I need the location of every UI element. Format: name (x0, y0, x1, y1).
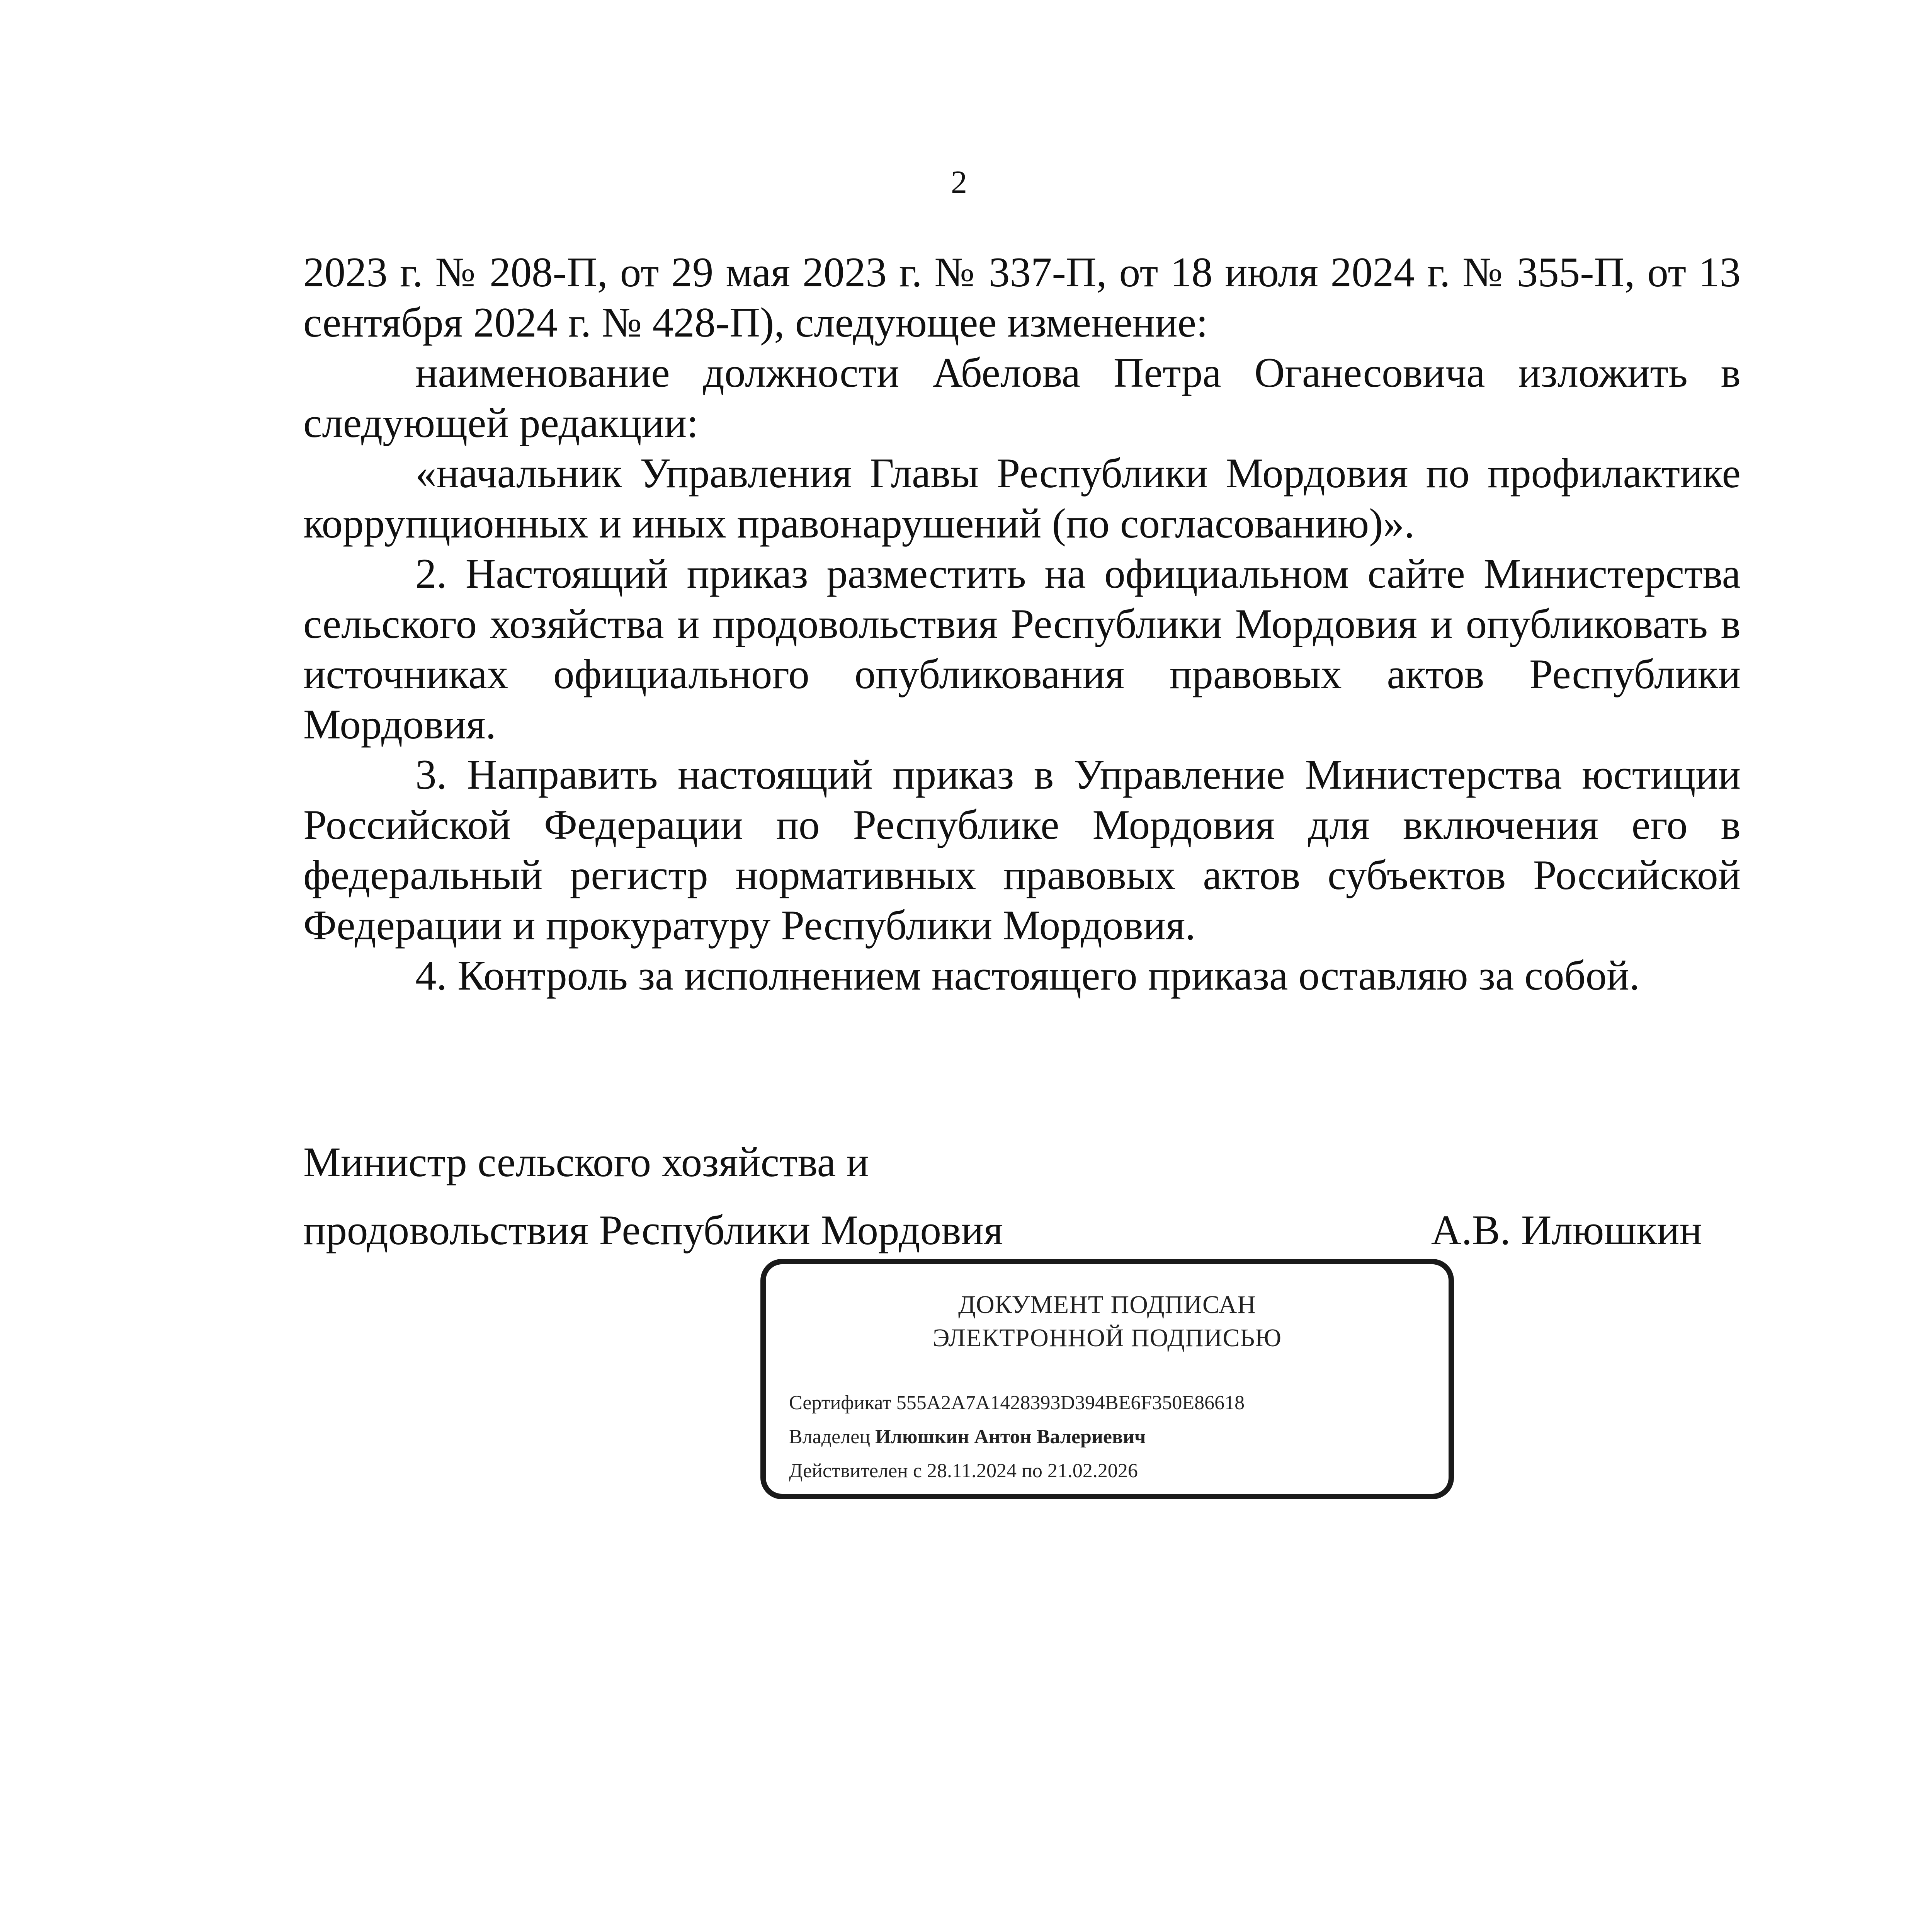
paragraph-new-position-title: «начальник Управления Главы Республики Мордовия по профилактике коррупционных и иных правонарушений (по согласованию)». (303, 450, 1741, 547)
paragraph-amendment-refs: 2023 г. № 208-П, от 29 мая 2023 г. № 337-П, от 18 июля 2024 г. № 355-П, от 13 сентября 2024 г. № 428-П), следующее изменение: (303, 249, 1741, 346)
document-body (303, 247, 1741, 1001)
paragraph-publish-order: 2. Настоящий приказ разместить на официальном сайте Министерства сельского хозяйства и продовольствия Республики Мордовия и опубликовать в источниках официального опубликования правовых актов Республики Мордовия. (303, 550, 1741, 748)
signer-name: А.В. Илюшкин (1431, 1207, 1702, 1253)
electronic-signature-stamp (760, 1259, 1454, 1499)
stamp-details (789, 1386, 1245, 1488)
stamp-certificate-row (789, 1386, 1245, 1420)
paragraph-position-change: наименование должности Абелова Петра Оганесовича изложить в следующей редакции: (303, 349, 1741, 446)
signature-row (303, 1196, 1741, 1264)
signer-position-line2: продовольствия Республики Мордовия (303, 1207, 1003, 1253)
signer-position-line1: Министр сельского хозяйства и (303, 1139, 869, 1185)
signature-block (303, 1128, 1741, 1264)
paragraph-control: 4. Контроль за исполнением настоящего приказа оставляю за собой. (415, 952, 1640, 999)
stamp-owner-row (789, 1420, 1245, 1454)
page-number: 2 (951, 164, 967, 200)
stamp-validity-row (789, 1454, 1245, 1488)
stamp-title-line1: ДОКУМЕНТ ПОДПИСАН (958, 1291, 1257, 1319)
paragraph-send-to-ministry: 3. Направить настоящий приказ в Управление Министерства юстиции Российской Федерации по Республике Мордовия для включения его в федеральный регистр нормативных правовых актов субъектов Российской Федерации и прокуратуру Республики Мордовия. (303, 751, 1741, 949)
stamp-title (766, 1288, 1449, 1355)
stamp-valid-from: 28.11.2024 (927, 1460, 1017, 1482)
stamp-valid-to-label: по (1022, 1460, 1042, 1482)
stamp-owner-label: Владелец (789, 1426, 871, 1448)
stamp-title-line2: ЭЛЕКТРОННОЙ ПОДПИСЬЮ (932, 1324, 1282, 1352)
stamp-owner-value: Илюшкин Антон Валериевич (875, 1426, 1146, 1448)
stamp-certificate-label: Сертификат (789, 1392, 891, 1414)
stamp-valid-to: 21.02.2026 (1047, 1460, 1138, 1482)
stamp-valid-label: Действителен с (789, 1460, 922, 1482)
stamp-certificate-value: 555A2A7A1428393D394BE6F350E86618 (896, 1392, 1245, 1414)
